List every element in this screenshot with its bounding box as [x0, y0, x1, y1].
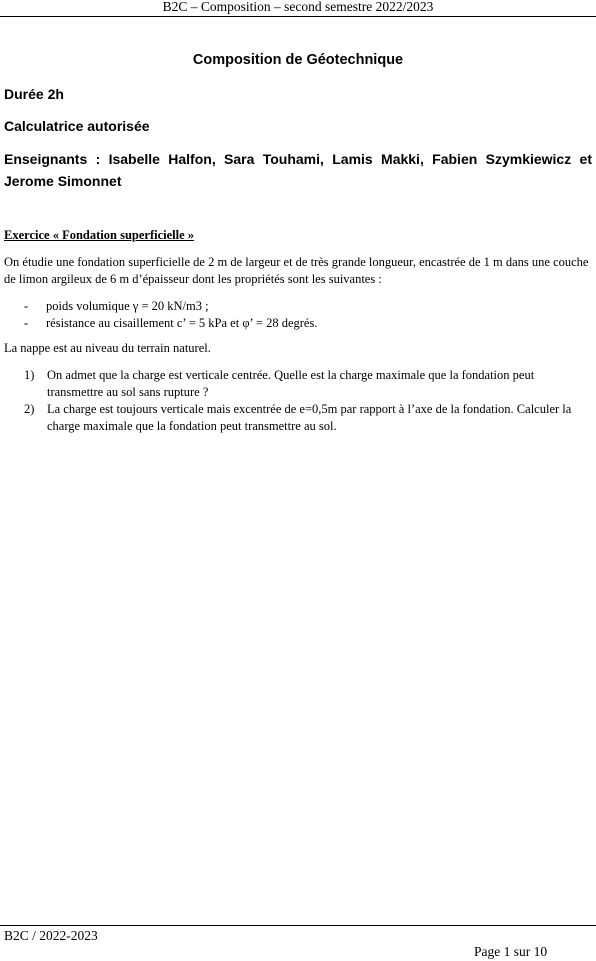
- question-item: [24, 401, 590, 435]
- bullet-dash: -: [24, 316, 29, 330]
- footer-course: B2C / 2022-2023: [4, 928, 98, 943]
- list-item-text: poids volumique γ = 20 kN/m3 ;: [46, 299, 209, 313]
- page-number: Page 1 sur 10: [474, 944, 548, 959]
- water-table-note: La nappe est au niveau du terrain naturel.: [4, 341, 211, 355]
- footer-divider: [0, 925, 596, 926]
- list-item: [24, 315, 584, 332]
- properties-list: [24, 298, 584, 332]
- calculator-note: Calculatrice autorisée: [4, 118, 150, 134]
- list-item: [24, 298, 584, 315]
- list-item-text: résistance au cisaillement c’ = 5 kPa et φ’ = 28 degrés.: [46, 316, 318, 330]
- teachers-list: Enseignants : Isabelle Halfon, Sara Touhami, Lamis Makki, Fabien Szymkiewicz et Jerome Simonnet: [4, 151, 592, 189]
- question-text: On admet que la charge est verticale centrée. Quelle est la charge maximale que la fondation peut transmettre au sol sans rupture ?: [47, 368, 535, 399]
- question-text: La charge est toujours verticale mais excentrée de e=0,5m par rapport à l’axe de la fondation. Calculer la charge maximale que la fondation peut transmettre au sol.: [47, 402, 572, 433]
- document-title: Composition de Géotechnique: [192, 52, 404, 68]
- questions-list: [24, 367, 590, 435]
- exercise-heading: Exercice « Fondation superficielle »: [4, 228, 195, 242]
- question-item: [24, 367, 590, 401]
- question-number: 1): [24, 368, 35, 382]
- bullet-dash: -: [24, 299, 29, 313]
- exercise-intro: On étudie une fondation superficielle de 2 m de largeur et de très grande longueur, encastrée de 1 m dans une couche de limon argileux de 6 m d’épaisseur dont les propriétés sont les suivantes :: [4, 255, 589, 286]
- page-header: B2C – Composition – second semestre 2022/2023: [0, 0, 596, 17]
- question-number: 2): [24, 402, 35, 416]
- exam-duration: Durée 2h: [4, 86, 64, 102]
